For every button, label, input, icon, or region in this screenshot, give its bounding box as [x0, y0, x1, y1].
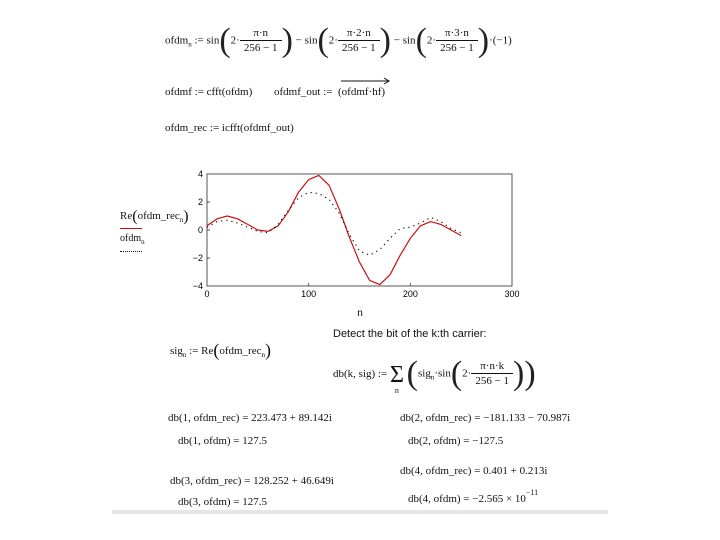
x-tick-label: 200: [402, 289, 418, 299]
result-1-ofdm: db(1, ofdm) = 127.5: [178, 435, 267, 447]
db-sig-term: sig: [417, 367, 431, 380]
sig-rhs-ofdm-rec: ofdm_rec: [219, 345, 262, 357]
result-4-ofdm-mantissa: db(4, ofdm) = −2.565 × 10: [408, 493, 526, 505]
sig-rhs-re: := Re: [189, 345, 214, 357]
db-function-definition: db(k, sig) := Σ n (sig$_n$·sin(2· $\frac{\pi\cdot n\cdot k}{256 - 1}$ )): [333, 355, 536, 395]
vectorize-arrow: [340, 76, 390, 84]
x-axis-label: n: [357, 308, 363, 319]
paren-close-2: ): [379, 22, 391, 59]
series-ofdm-rec-solid-line: [207, 175, 461, 284]
result-4-rec: db(4, ofdm_rec) = 0.401 + 0.213i: [400, 465, 548, 477]
series-group: [207, 175, 461, 284]
two-factor-3: 2·: [426, 34, 437, 47]
y-tick-label: 2: [197, 197, 203, 207]
ofdmf-out-rhs-text: (ofdmf·hf): [338, 86, 386, 98]
sig-rhs-subscript: n: [261, 351, 265, 359]
fraction-2-numerator: π·2·n: [338, 27, 380, 41]
legend-re-label: Re: [120, 210, 133, 222]
db-lhs: db(k, sig) :=: [333, 368, 388, 380]
db-fraction: [471, 360, 513, 388]
waveform-plot: [192, 166, 525, 319]
paren-close-3: ): [477, 22, 490, 59]
fraction-3-numerator: π·3·n: [436, 27, 478, 41]
sig-definition: sig$_n$ := Re(ofdm_rec$_n$): [170, 340, 271, 360]
sin-label-2: sin: [304, 34, 318, 47]
bottom-divider: [112, 510, 608, 514]
result-2-rec: db(2, ofdm_rec) = −181.133 − 70.987i: [400, 412, 571, 424]
paren-open-1: (: [219, 22, 231, 59]
db-sin-term: ·sin: [434, 367, 451, 380]
db-inner-paren-open: (: [450, 355, 463, 392]
result-3-rec: db(3, ofdm_rec) = 128.252 + 46.649i: [170, 475, 334, 487]
result-2-ofdm: db(2, ofdm) = −127.5: [408, 435, 504, 447]
paren-close-1: ): [281, 22, 293, 59]
legend-solid-sample: [120, 228, 142, 229]
ofdmf-out-lhs: ofdmf_out :=: [274, 86, 333, 98]
x-tick-group: [204, 283, 519, 299]
y-tick-label: −2: [192, 253, 203, 263]
plot-legend-trace1: Re(ofdm_rec$_n$): [120, 208, 189, 225]
legend-ofdm-rec-label: ofdm_rec: [137, 210, 180, 222]
fraction-1-numerator: π·n: [240, 27, 282, 41]
y-tick-label: 0: [197, 225, 203, 235]
legend-trace1-subscript: n: [179, 216, 184, 224]
db-paren-open: (: [406, 355, 418, 392]
plot-legend-trace2: [120, 233, 145, 246]
plot-frame: [207, 174, 512, 286]
ofdm-lhs-subscript: n: [188, 40, 192, 49]
sin-label-1: sin: [206, 34, 220, 47]
y-tick-label: 4: [197, 169, 203, 179]
db-fraction-denominator: 256 − 1: [475, 375, 510, 387]
paren-open-2: (: [317, 22, 329, 59]
x-tick-label: 100: [301, 289, 317, 299]
sigma-subscript: n: [394, 386, 399, 395]
db-paren-close: )): [513, 355, 536, 392]
fraction-3-denominator: 256 − 1: [440, 42, 474, 54]
legend-dotted-sample: [120, 251, 142, 252]
sig-lhs: sig: [170, 345, 183, 357]
result-3-ofdm: db(3, ofdm) = 127.5: [178, 496, 267, 508]
ofdmf-definition: ofdmf := cfft(ofdm): [165, 86, 253, 98]
series-ofdm-dotted-line: [207, 192, 461, 255]
negation-tail: ·(−1): [489, 34, 512, 47]
sig-lhs-subscript: n: [182, 351, 187, 359]
sin-label-3: sin: [402, 34, 416, 47]
ofdm-definition: [165, 22, 512, 59]
result-1-rec: db(1, ofdm_rec) = 223.473 + 89.142i: [168, 412, 332, 424]
y-tick-label: −4: [192, 281, 203, 291]
two-factor-1: 2·: [230, 34, 240, 47]
minus-1: −: [295, 34, 302, 47]
ofdm-lhs: ofdm: [165, 34, 189, 47]
db-sig-subscript: n: [430, 373, 435, 382]
minus-2: −: [393, 34, 400, 47]
assign-operator: :=: [194, 34, 204, 47]
x-tick-label: 300: [504, 289, 520, 299]
detect-title: Detect the bit of the k:th carrier:: [333, 328, 487, 340]
sigma-block: [390, 364, 404, 396]
result-4-ofdm-exponent: −11: [525, 488, 539, 497]
paren-open-3: (: [415, 22, 427, 59]
vectorize-arrow-icon: [340, 77, 392, 85]
fraction-2-denominator: 256 − 1: [341, 42, 376, 54]
legend-trace2-subscript: n: [141, 238, 145, 246]
ofdm-rec-definition: ofdm_rec := icfft(ofdmf_out): [165, 122, 294, 134]
fraction-1-denominator: 256 − 1: [243, 42, 278, 54]
legend-ofdm-label: ofdm: [120, 233, 142, 244]
fraction-1: [240, 27, 282, 55]
result-4-ofdm: [408, 488, 538, 505]
sigma-symbol: Σ: [389, 362, 404, 388]
db-fraction-numerator: π·n·k: [471, 360, 513, 374]
ofdmf-out-rhs: [338, 86, 385, 98]
fraction-2: [338, 27, 380, 55]
x-tick-label: 0: [204, 289, 210, 299]
fraction-3: [436, 27, 478, 55]
two-factor-2: 2·: [328, 34, 338, 47]
